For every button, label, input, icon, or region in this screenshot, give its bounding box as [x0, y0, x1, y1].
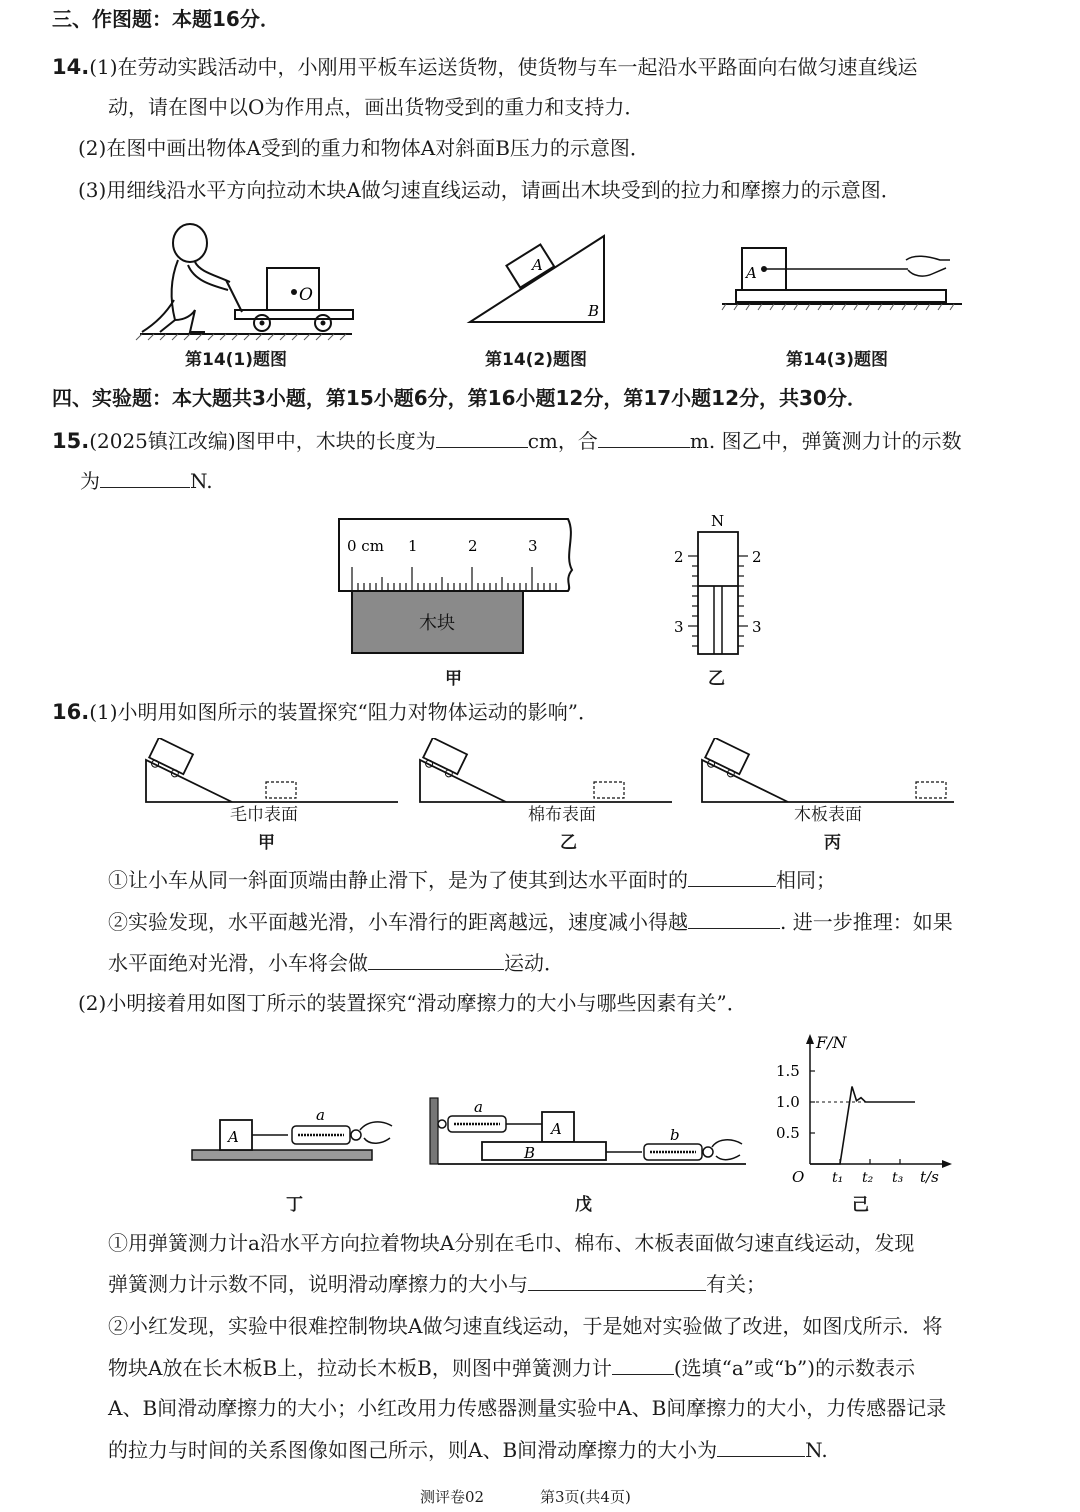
gauge-label-3-right: 3 [752, 618, 762, 636]
q16-item4-line2 [108, 1352, 915, 1383]
q16-blank-speed[interactable] [688, 864, 776, 887]
fig16-ramp-wood [696, 738, 961, 808]
q16-blank-meter-choice[interactable] [612, 1352, 674, 1375]
fig14-1-point-label: O [299, 285, 313, 305]
q16-item4-a: ②小红发现，实验中很难控制物块A做匀速直线运动，于是她对实验做了改进，如图戊所示．将 [108, 1314, 943, 1338]
ruler-label-0: 0 cm [347, 537, 384, 555]
fig14-2-label-b: B [588, 302, 600, 320]
graph-xtick-label: t₂ [862, 1170, 874, 1186]
fig14-2-label-a: A [532, 256, 543, 274]
wu-meter-b: b [670, 1126, 680, 1144]
q16-number: 16. [52, 700, 90, 724]
q16-item2-a: ②实验发现，水平面越光滑，小车滑行的距离越远，速度减小得越 [108, 910, 688, 934]
q16-blank-motion[interactable] [368, 947, 504, 970]
graph-ytick-label: 1.5 [776, 1062, 800, 1080]
q16-item4-d2: N. [805, 1438, 828, 1462]
fig16-ft-graph [770, 1028, 960, 1193]
q15-line2-b: N. [190, 469, 213, 493]
surface-fig-bing: 丙 [824, 833, 841, 853]
graph-xlabel: t/s [920, 1168, 939, 1186]
q15-blank-force[interactable] [100, 465, 190, 488]
q15-line2 [80, 465, 213, 496]
q15-line1 [52, 425, 962, 456]
ding-block-a: A [228, 1128, 239, 1146]
wu-board-b: B [524, 1144, 536, 1162]
fig16-ding [188, 1102, 398, 1170]
fig15-jia-caption: 甲 [445, 669, 462, 689]
q15-number: 15. [52, 429, 90, 453]
q16-item4-b2: (选填“a”或“b”)的示数表示 [673, 1356, 916, 1380]
q14-part1-b: 动，请在图中以O为作用点，画出货物受到的重力和支持力． [108, 95, 645, 119]
q16-item4-d1: 的拉力与时间的关系图像如图己所示，则A、B间滑动摩擦力的大小为 [108, 1438, 718, 1462]
fig-wu-caption: 戊 [575, 1195, 592, 1215]
fig15-ruler [336, 515, 586, 660]
graph-xtick-label: t₁ [832, 1170, 844, 1186]
wu-block-a: A [551, 1120, 562, 1138]
gauge-unit: N [711, 512, 725, 530]
q16-part2: (2)小明接着用如图丁所示的装置探究“滑动摩擦力的大小与哪些因素有关”． [78, 991, 747, 1015]
fig14-2-caption: 第14(2)题图 [485, 350, 588, 370]
q15-line1-a: (2025镇江改编)图甲中，木块的长度为 [89, 429, 436, 453]
q16-item2-d: 运动． [504, 951, 564, 975]
q16-part1: (1)小明用如图所示的装置探究“阻力对物体运动的影响”． [89, 700, 598, 724]
fig16-ramp-cotton [414, 738, 679, 808]
block-label: 木块 [419, 613, 455, 634]
fig14-1-caption: 第14(1)题图 [185, 350, 288, 370]
fig-ji-caption: 己 [852, 1195, 869, 1215]
q15-line1-c: m. 图乙中，弹簧测力计的示数 [689, 429, 962, 453]
q16-blank-slower[interactable] [688, 906, 780, 929]
graph-series-line [810, 1087, 915, 1165]
q16-blank-friction[interactable] [717, 1434, 805, 1457]
q16-item4-line4 [108, 1434, 828, 1465]
graph-xtick-label: t₃ [892, 1170, 904, 1186]
fig-ding-caption: 丁 [286, 1195, 303, 1215]
ding-meter-a: a [316, 1106, 325, 1124]
q16-item4-c: A、B间滑动摩擦力的大小；小红改用力传感器测量实验中A、B间摩擦力的大小，力传感器记录 [108, 1396, 947, 1420]
fig14-3-block [718, 238, 968, 313]
ruler-label-1: 1 [408, 537, 418, 555]
fig16-wu [428, 1092, 748, 1170]
ruler-label-3: 3 [528, 537, 538, 555]
surface-fig-yi: 乙 [560, 833, 577, 853]
q16-item1 [108, 864, 836, 895]
surface-wood: 木板表面 [794, 805, 862, 825]
q14-part1-a: (1)在劳动实践活动中，小刚用平板车运送货物，使货物与车一起沿水平路面向右做匀速直线运 [89, 55, 918, 79]
ruler-label-2: 2 [468, 537, 478, 555]
footer-paper: 测评卷02 [420, 1488, 485, 1506]
q16-item3-line2 [108, 1268, 766, 1299]
fig16-ramp-towel [140, 738, 405, 808]
gauge-label-2-left: 2 [674, 548, 684, 566]
q16-item3-b: 弹簧测力计示数不同，说明滑动摩擦力的大小与 [108, 1272, 528, 1296]
fig15-yi-caption: 乙 [708, 669, 725, 689]
fig15-spring-scale [668, 508, 768, 658]
fig14-3-caption: 第14(3)题图 [786, 350, 889, 370]
wu-meter-a: a [474, 1098, 483, 1116]
q14-line1 [52, 52, 918, 82]
q15-line2-a: 为 [80, 469, 100, 493]
footer-page: 第3页(共4页) [540, 1488, 631, 1506]
fig14-1-cart [130, 210, 370, 345]
section3-title: 三、作图题：本题16分． [52, 7, 280, 31]
q15-blank-length-cm[interactable] [436, 425, 528, 448]
q15-blank-length-m[interactable] [598, 425, 690, 448]
surface-cotton: 棉布表面 [528, 805, 596, 825]
q15-line1-b: cm，合 [527, 429, 598, 453]
q16-item4-b1: 物块A放在长木板B上，拉动长木板B，则图中弹簧测力计 [108, 1356, 612, 1380]
graph-ytick-label: 0.5 [776, 1124, 800, 1142]
q14-part2: (2)在图中画出物体A受到的重力和物体A对斜面B压力的示意图． [78, 136, 650, 160]
q16-item2 [108, 906, 953, 937]
graph-y-arrow [806, 1034, 814, 1044]
surface-towel: 毛巾表面 [230, 805, 298, 825]
graph-origin: O [792, 1168, 805, 1186]
q16-item2-c: 水平面绝对光滑，小车将会做 [108, 951, 368, 975]
gauge-label-3-left: 3 [674, 618, 684, 636]
gauge-label-2-right: 2 [752, 548, 762, 566]
fig14-2-incline [462, 228, 612, 328]
q14-number: 14. [52, 55, 90, 79]
q16-item3-c: 有关； [706, 1272, 766, 1296]
q16-item3-a: ①用弹簧测力计a沿水平方向拉着物块A分别在毛巾、棉布、木板表面做匀速直线运动，发现 [108, 1231, 915, 1255]
q16-line1 [52, 697, 598, 727]
q16-item1-a: ①让小车从同一斜面顶端由静止滑下，是为了使其到达水平面时的 [108, 868, 688, 892]
q16-blank-factor[interactable] [528, 1268, 706, 1291]
q16-item2-line2 [108, 947, 564, 978]
graph-ytick-label: 1.0 [776, 1093, 800, 1111]
q16-item2-b: . 进一步推理：如果 [780, 910, 953, 934]
fig14-3-label-a: A [746, 264, 757, 282]
graph-x-arrow [942, 1160, 952, 1168]
q14-part3: (3)用细线沿水平方向拉动木块A做匀速直线运动，请画出木块受到的拉力和摩擦力的示意图． [78, 178, 901, 202]
section4-title: 四、实验题：本大题共3小题，第15小题6分，第16小题12分，第17小题12分，共30分． [52, 386, 867, 410]
surface-fig-jia: 甲 [258, 833, 275, 853]
graph-ylabel: F/N [816, 1033, 847, 1052]
q16-item1-b: 相同； [776, 868, 836, 892]
